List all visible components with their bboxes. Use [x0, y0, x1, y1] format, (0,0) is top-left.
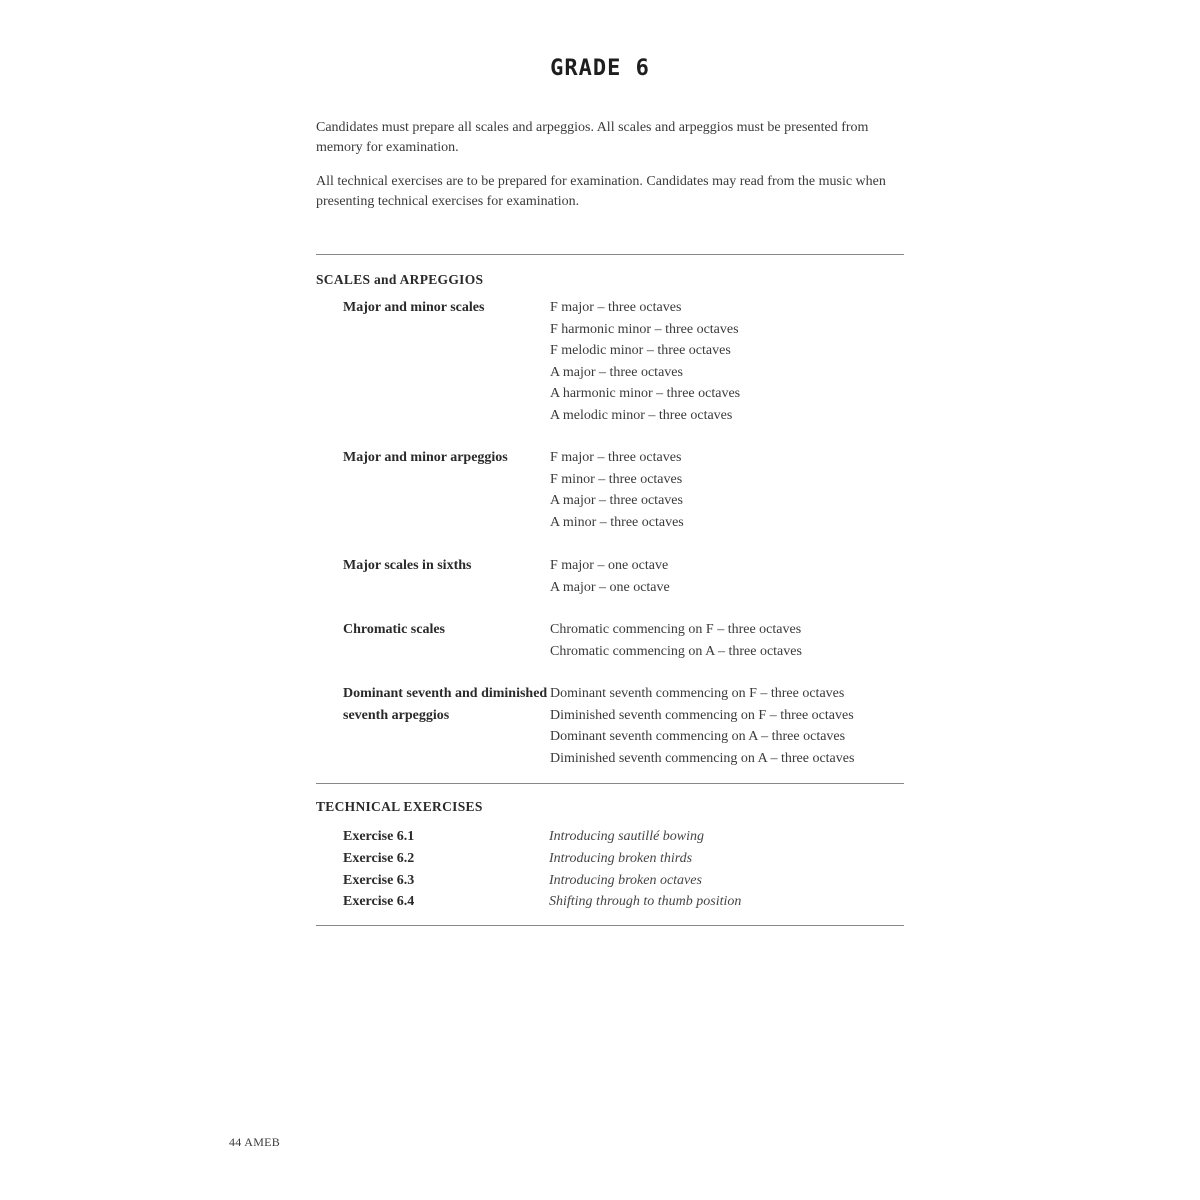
exercise-description: Introducing broken octaves [549, 872, 702, 888]
scale-group-items [550, 683, 910, 769]
scale-item: F harmonic minor – three octaves [550, 321, 739, 337]
exercise-description: Introducing broken thirds [549, 850, 693, 866]
exercise-description: Introducing sautillé bowing [549, 829, 705, 844]
exercise-number: Exercise 6.2 [343, 850, 415, 866]
exercise-number: Exercise 6.3 [343, 872, 415, 888]
scale-item: A minor – three octaves [550, 514, 684, 530]
scale-group-label: Major scales in sixths [343, 558, 472, 573]
page-footer: 44 AMEB [229, 1135, 281, 1149]
scale-item: A harmonic minor – three octaves [550, 386, 741, 402]
scale-item: F melodic minor – three octaves [550, 343, 731, 359]
scale-item: F major – three octaves [550, 450, 682, 465]
scale-item: A major – one octave [550, 579, 670, 595]
exercise-row [343, 891, 903, 913]
intro-paragraph: All technical exercises are to be prepared for examination. Candidates may read from the music when presenting technical exercises for examination. [316, 174, 886, 209]
scale-item: Dominant seventh commencing on F – three octaves [550, 686, 845, 701]
exercise-number: Exercise 6.4 [343, 894, 415, 910]
scale-item: A major – three octaves [550, 493, 683, 509]
technical-section-heading: TECHNICAL EXERCISES [316, 799, 483, 814]
scale-item: A melodic minor – three octaves [550, 407, 733, 423]
exercise-description: Shifting through to thumb position [549, 894, 742, 910]
scale-group-label: Chromatic scales [343, 622, 445, 637]
scale-item: F minor – three octaves [550, 471, 683, 487]
scale-item: Chromatic commencing on F – three octaves [550, 622, 802, 637]
scale-item: Diminished seventh commencing on A – three octaves [550, 750, 855, 766]
exercise-list [343, 826, 903, 913]
scale-group-label: Dominant seventh and diminished seventh arpeggios [343, 686, 548, 723]
scale-item: F major – three octaves [550, 300, 682, 315]
page-title: GRADE 6 [550, 56, 650, 81]
exercise-row [343, 826, 903, 848]
scales-section-heading: SCALES and ARPEGGIOS [316, 272, 484, 287]
exercise-row [343, 870, 903, 892]
exercise-number: Exercise 6.1 [343, 829, 415, 844]
divider [316, 925, 904, 926]
scale-item: Dominant seventh commencing on A – three octaves [550, 729, 846, 745]
divider [316, 783, 904, 784]
scale-group-items [550, 619, 910, 662]
scale-item: Chromatic commencing on A – three octaves [550, 643, 802, 659]
scale-item: F major – one octave [550, 558, 669, 573]
scale-group-label: Major and minor scales [343, 300, 485, 315]
scale-item: A major – three octaves [550, 364, 683, 380]
scale-group-label: Major and minor arpeggios [343, 450, 508, 465]
intro-paragraph: Candidates must prepare all scales and arpeggios. All scales and arpeggios must be presented from memory for examination. [316, 120, 869, 155]
divider [316, 254, 904, 255]
scale-group-items [550, 555, 910, 598]
scale-group-items [550, 297, 910, 427]
intro-text [316, 118, 904, 226]
scale-group-items [550, 447, 910, 533]
exercise-row [343, 848, 903, 870]
scale-item: Diminished seventh commencing on F – three octaves [550, 707, 854, 723]
